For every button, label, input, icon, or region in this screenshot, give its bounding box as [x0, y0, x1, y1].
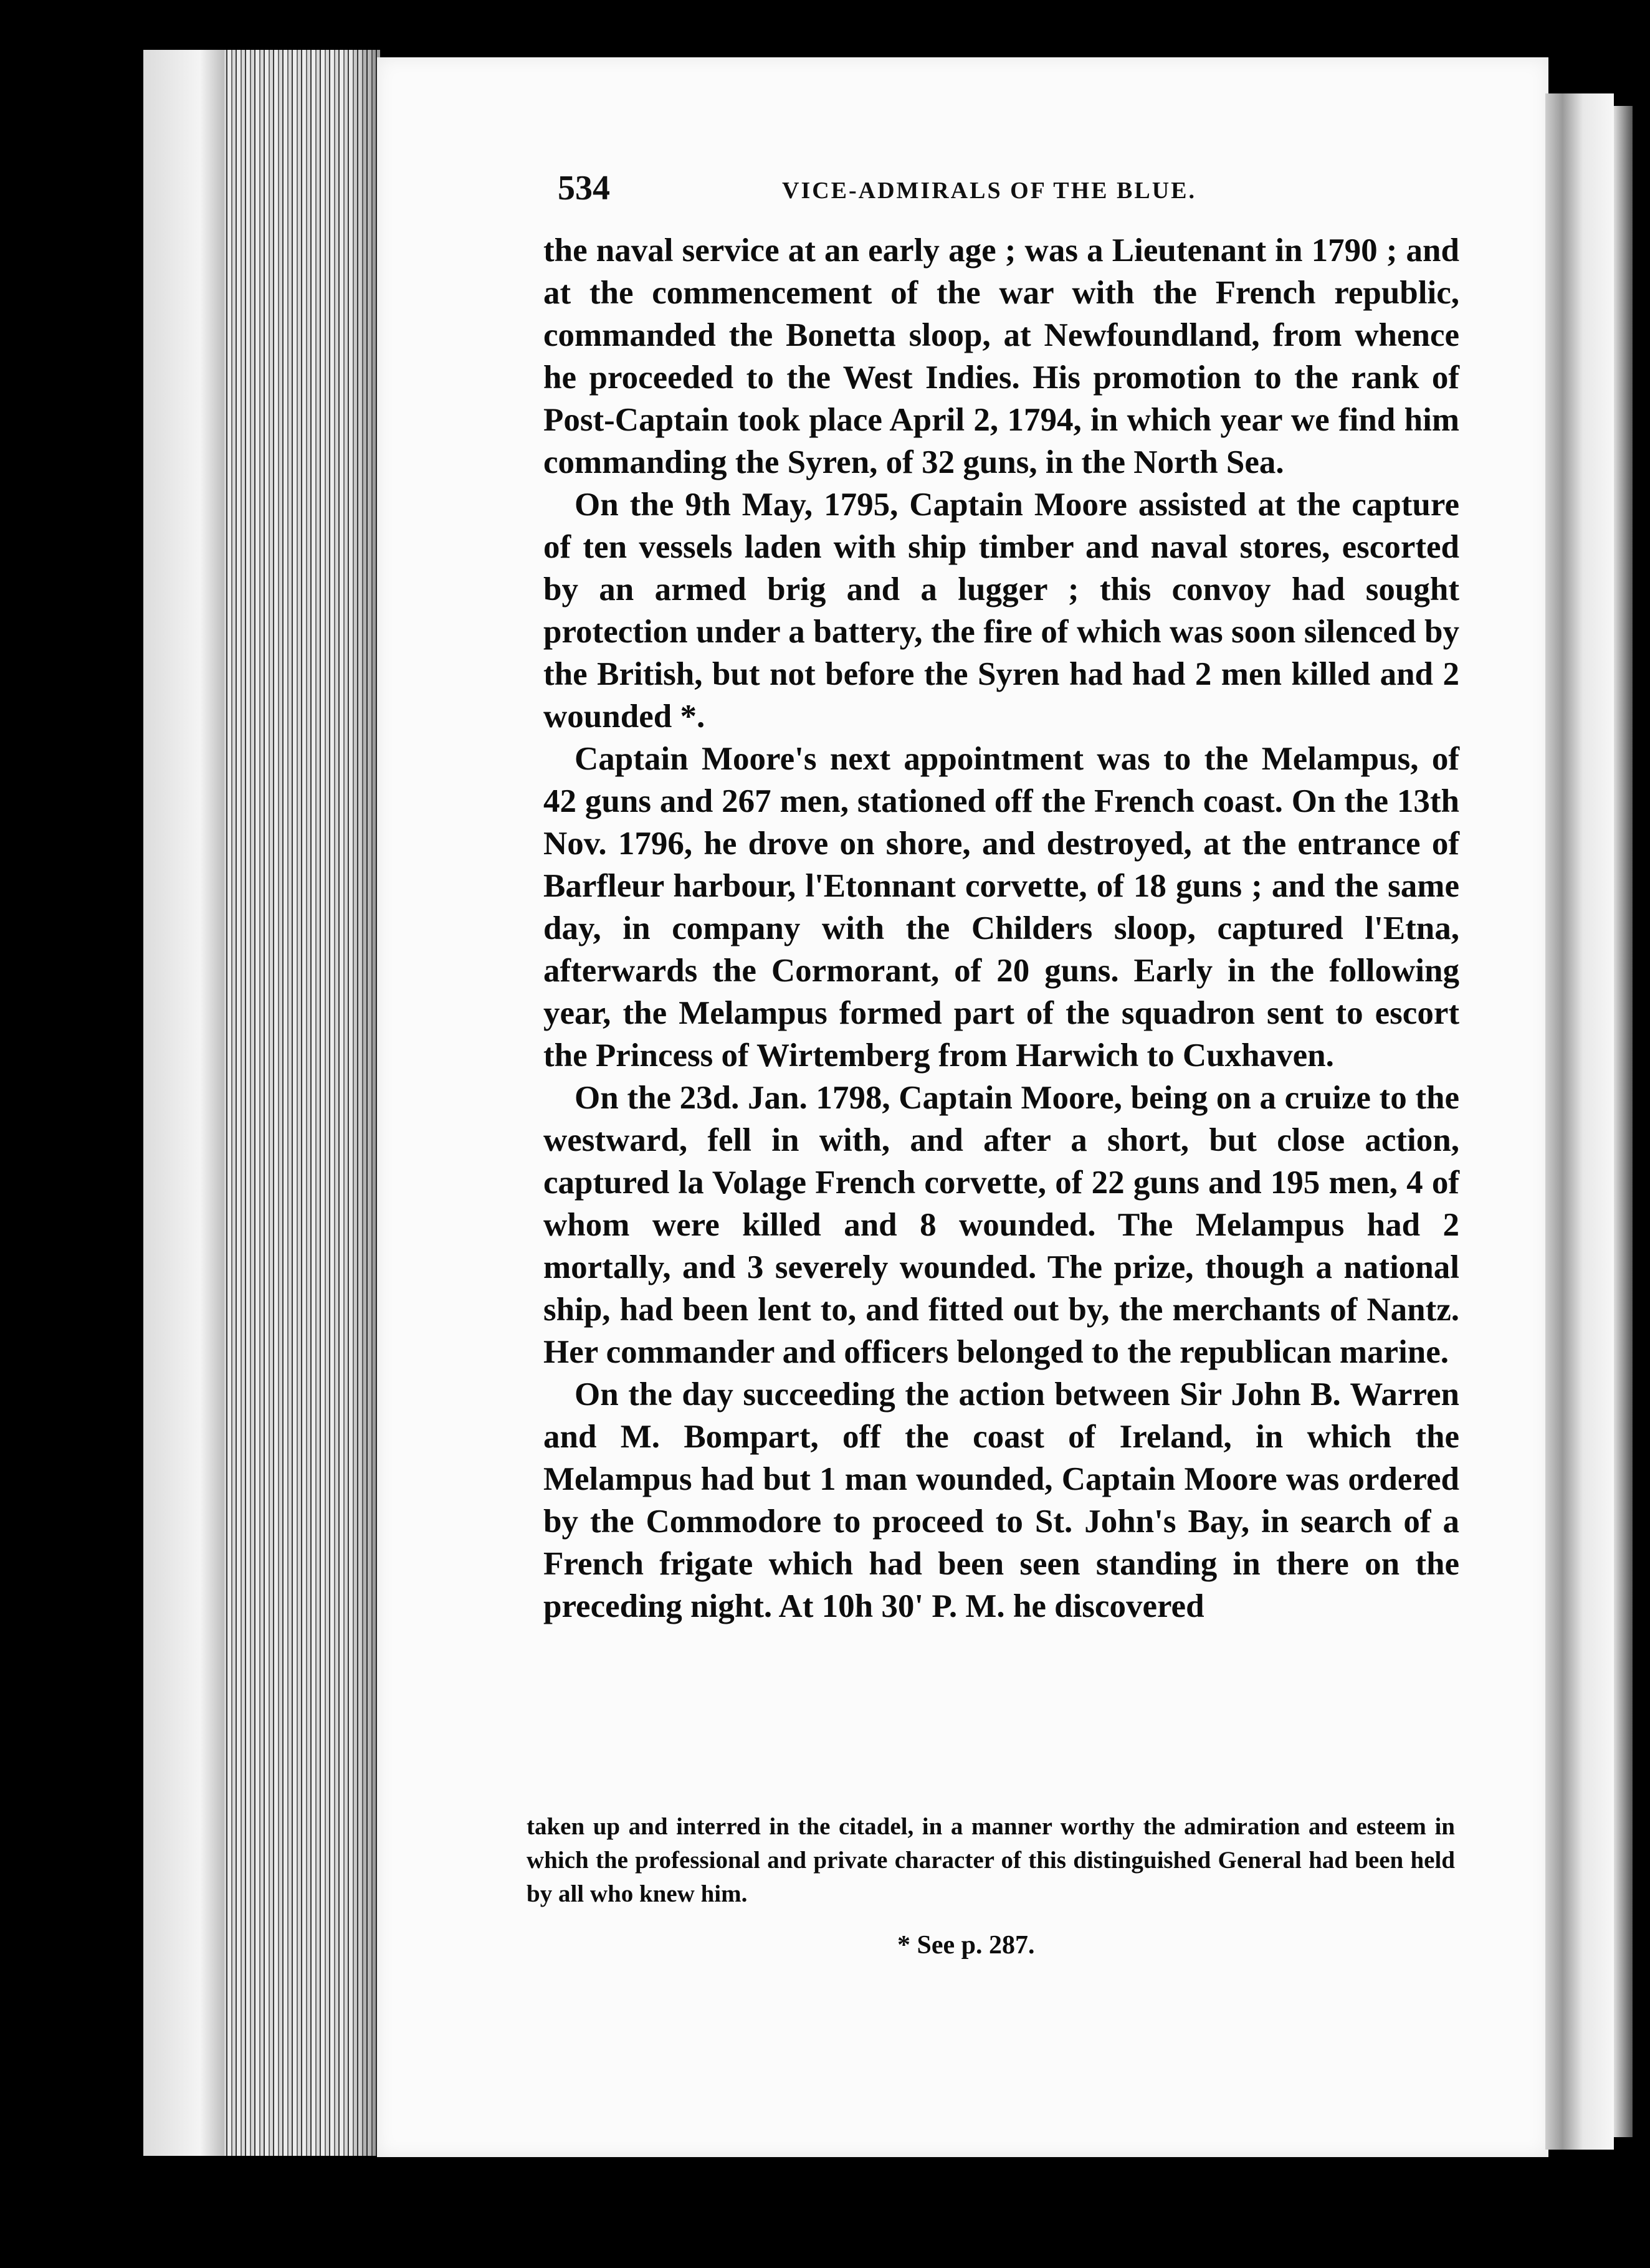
page-gutter-shadow	[349, 50, 380, 2156]
body-text	[543, 229, 1459, 1627]
footnote-continuation: taken up and interred in the citadel, in a manner worthy the admiration and esteem in which the professional and private character of this distinguished General had been held by all who knew him.	[527, 1813, 1455, 1907]
paragraph-1: the naval service at an early age ; was a Lieutenant in 1790 ; and at the commencement of the war with the French republic, commanded the Bonetta sloop, at Newfoundland, from whence he proceeded to the West Indies. His promotion to the rank of Post-Captain took place April 2, 1794, in which year we find him commanding the Syren, of 32 guns, in the North Sea.	[543, 232, 1459, 480]
paragraph-4: On the 23d. Jan. 1798, Captain Moore, being on a cruize to the westward, fell in with, and after a short, but close action, captured la Volage French corvette, of 22 guns and 195 men, 4 of whom were killed and 8 wounded. The Melampus had 2 mortally, and 3 severely wounded. The prize, though a national ship, had been lent to, and fitted out by, the merchants of Nantz. Her commander and officers belonged to the republican marine.	[543, 1080, 1459, 1370]
page-number: 534	[558, 169, 610, 207]
page-right-shadow	[1614, 106, 1633, 2137]
footnote-reference: * See p. 287.	[897, 1931, 1035, 1960]
page-edge-stack	[143, 50, 380, 2156]
page-right-edge	[1545, 93, 1614, 2150]
paragraph-5: On the day succeeding the action between Sir John B. Warren and M. Bompart, off the coast of Ireland, in which the Melampus had but 1 man wounded, Captain Moore was ordered by the Commodore to proceed to St. John's Bay, in search of a French frigate which had been seen standing in there on the preceding night. At 10h 30' P. M. he discovered	[543, 1376, 1459, 1624]
page-header	[558, 168, 1474, 218]
paragraph-3: Captain Moore's next appointment was to the Melampus, of 42 guns and 267 men, stationed off the French coast. On the 13th Nov. 1796, he drove on shore, and destroyed, at the entrance of Barfleur harbour, l'Etonnant corvette, of 18 guns ; and the same day, in company with the Childers sloop, captured l'Etna, afterwards the Cormorant, of 20 guns. Early in the following year, the Melampus formed part of the squadron sent to escort the Princess of Wirtemberg from Harwich to Cuxhaven.	[543, 741, 1459, 1074]
page-edge-outer	[143, 50, 224, 2156]
running-head: VICE-ADMIRALS OF THE BLUE.	[782, 178, 1196, 204]
paragraph-2: On the 9th May, 1795, Captain Moore assisted at the capture of ten vessels laden with ship timber and naval stores, escorted by an armed brig and a lugger ; this convoy had sought protection under a battery, the fire of which was soon silenced by the British, but not before the Syren had had 2 men killed and 2 wounded *.	[543, 487, 1459, 735]
